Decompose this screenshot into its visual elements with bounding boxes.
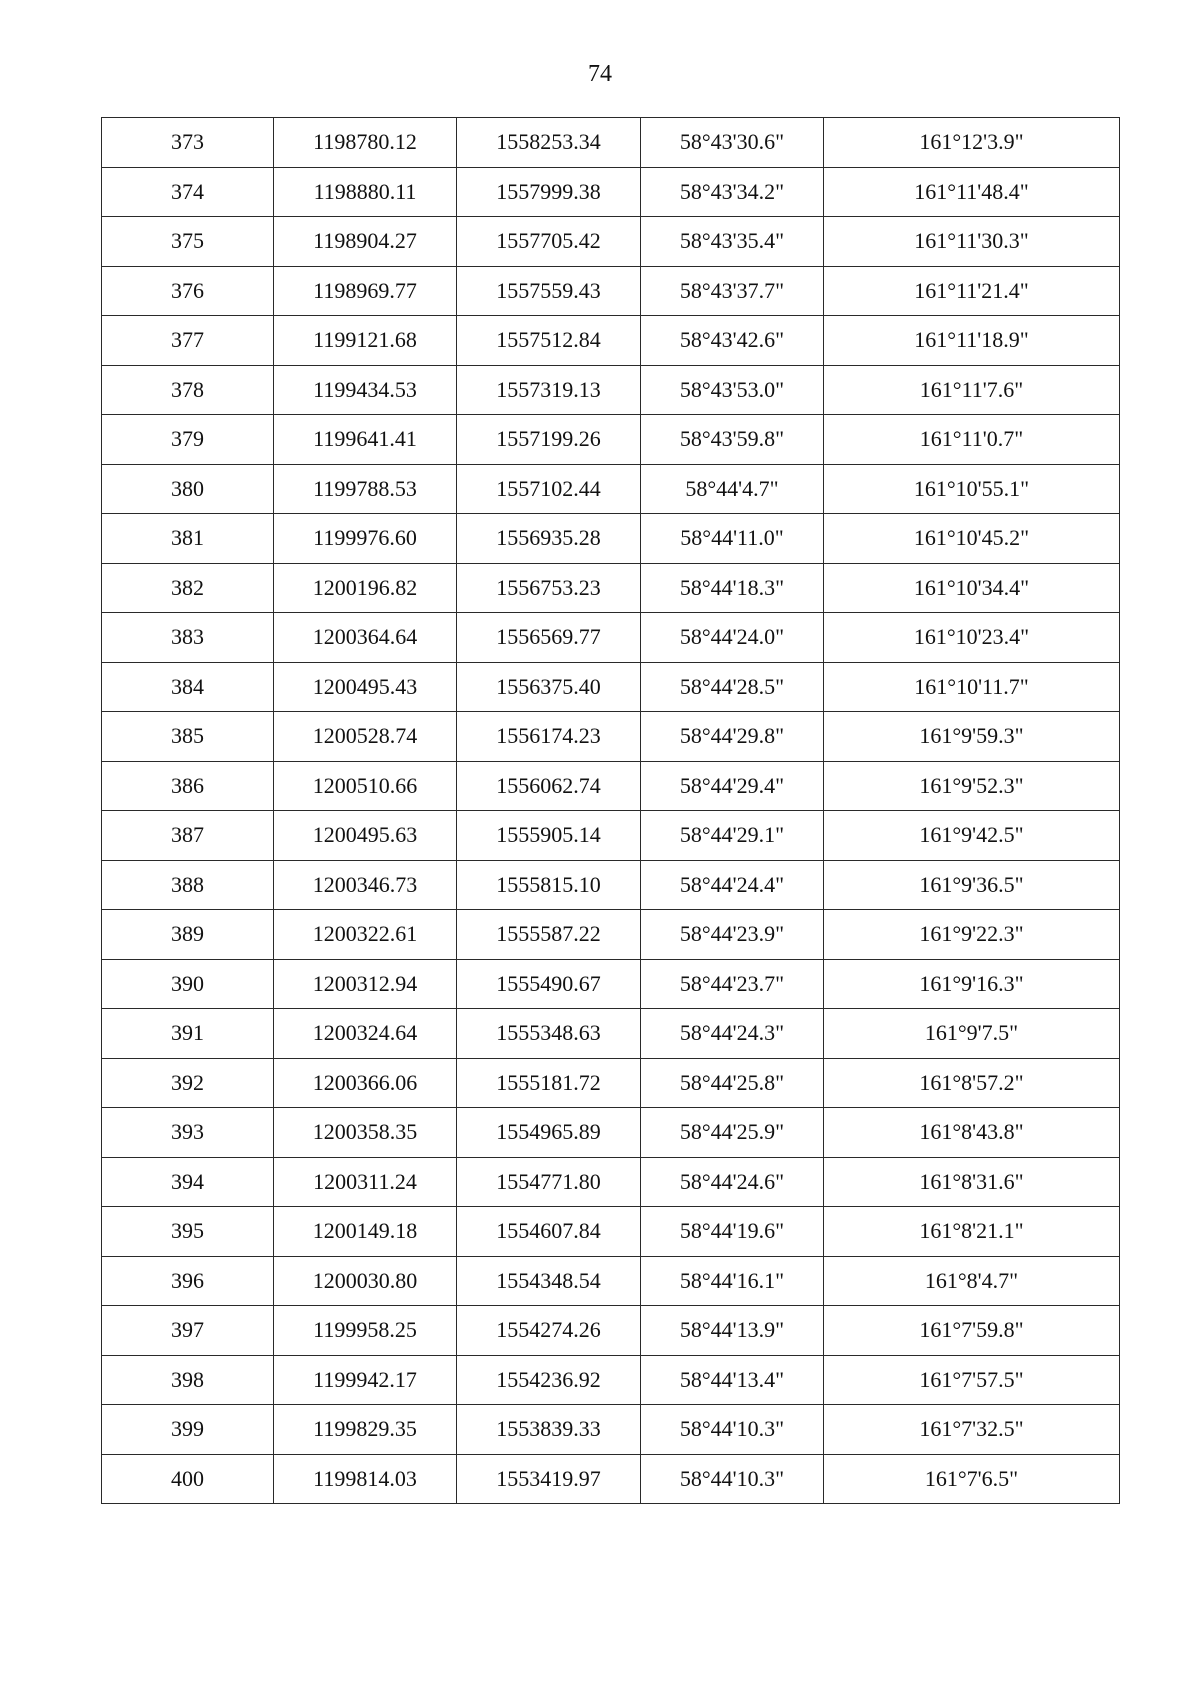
x-coordinate-cell: 1200311.24 [274, 1157, 457, 1207]
x-coordinate-cell: 1200364.64 [274, 613, 457, 663]
point-number-cell: 388 [102, 860, 274, 910]
y-coordinate-cell: 1555490.67 [457, 959, 641, 1009]
longitude-cell: 161°8'21.1" [824, 1207, 1120, 1257]
x-coordinate-cell: 1198969.77 [274, 266, 457, 316]
y-coordinate-cell: 1556753.23 [457, 563, 641, 613]
latitude-cell: 58°44'18.3" [641, 563, 824, 613]
table-row [102, 118, 1120, 168]
y-coordinate-cell: 1554607.84 [457, 1207, 641, 1257]
point-number-cell: 376 [102, 266, 274, 316]
y-coordinate-cell: 1553839.33 [457, 1405, 641, 1455]
point-number-cell: 394 [102, 1157, 274, 1207]
point-number-cell: 373 [102, 118, 274, 168]
point-number-cell: 375 [102, 217, 274, 267]
table-row [102, 1157, 1120, 1207]
latitude-cell: 58°44'10.3" [641, 1454, 824, 1504]
point-number-cell: 384 [102, 662, 274, 712]
point-number-cell: 382 [102, 563, 274, 613]
table-row [102, 712, 1120, 762]
y-coordinate-cell: 1555815.10 [457, 860, 641, 910]
table-row [102, 860, 1120, 910]
x-coordinate-cell: 1199788.53 [274, 464, 457, 514]
point-number-cell: 374 [102, 167, 274, 217]
x-coordinate-cell: 1198780.12 [274, 118, 457, 168]
y-coordinate-cell: 1558253.34 [457, 118, 641, 168]
longitude-cell: 161°8'57.2" [824, 1058, 1120, 1108]
latitude-cell: 58°44'13.4" [641, 1355, 824, 1405]
latitude-cell: 58°44'23.7" [641, 959, 824, 1009]
y-coordinate-cell: 1554236.92 [457, 1355, 641, 1405]
latitude-cell: 58°44'29.4" [641, 761, 824, 811]
table-row [102, 959, 1120, 1009]
latitude-cell: 58°44'4.7" [641, 464, 824, 514]
longitude-cell: 161°7'57.5" [824, 1355, 1120, 1405]
latitude-cell: 58°44'25.8" [641, 1058, 824, 1108]
longitude-cell: 161°10'34.4" [824, 563, 1120, 613]
longitude-cell: 161°11'0.7" [824, 415, 1120, 465]
longitude-cell: 161°9'16.3" [824, 959, 1120, 1009]
point-number-cell: 392 [102, 1058, 274, 1108]
page-number: 74 [588, 61, 612, 87]
y-coordinate-cell: 1557559.43 [457, 266, 641, 316]
table-row [102, 1207, 1120, 1257]
x-coordinate-cell: 1198904.27 [274, 217, 457, 267]
longitude-cell: 161°9'22.3" [824, 910, 1120, 960]
table-row [102, 1306, 1120, 1356]
table-row [102, 514, 1120, 564]
point-number-cell: 393 [102, 1108, 274, 1158]
x-coordinate-cell: 1200324.64 [274, 1009, 457, 1059]
y-coordinate-cell: 1557319.13 [457, 365, 641, 415]
table-row [102, 1405, 1120, 1455]
table-row [102, 217, 1120, 267]
longitude-cell: 161°9'52.3" [824, 761, 1120, 811]
coordinates-table [101, 117, 1120, 1504]
point-number-cell: 389 [102, 910, 274, 960]
table-row [102, 910, 1120, 960]
y-coordinate-cell: 1557705.42 [457, 217, 641, 267]
longitude-cell: 161°8'43.8" [824, 1108, 1120, 1158]
x-coordinate-cell: 1200030.80 [274, 1256, 457, 1306]
latitude-cell: 58°44'19.6" [641, 1207, 824, 1257]
point-number-cell: 400 [102, 1454, 274, 1504]
table-row [102, 1009, 1120, 1059]
table-row [102, 266, 1120, 316]
latitude-cell: 58°44'24.3" [641, 1009, 824, 1059]
longitude-cell: 161°9'59.3" [824, 712, 1120, 762]
x-coordinate-cell: 1200358.35 [274, 1108, 457, 1158]
x-coordinate-cell: 1199829.35 [274, 1405, 457, 1455]
latitude-cell: 58°44'29.1" [641, 811, 824, 861]
point-number-cell: 387 [102, 811, 274, 861]
point-number-cell: 391 [102, 1009, 274, 1059]
x-coordinate-cell: 1200196.82 [274, 563, 457, 613]
x-coordinate-cell: 1199976.60 [274, 514, 457, 564]
point-number-cell: 380 [102, 464, 274, 514]
table-row [102, 761, 1120, 811]
table-row [102, 1108, 1120, 1158]
latitude-cell: 58°44'24.4" [641, 860, 824, 910]
y-coordinate-cell: 1557512.84 [457, 316, 641, 366]
y-coordinate-cell: 1555181.72 [457, 1058, 641, 1108]
point-number-cell: 377 [102, 316, 274, 366]
longitude-cell: 161°8'31.6" [824, 1157, 1120, 1207]
latitude-cell: 58°43'59.8" [641, 415, 824, 465]
x-coordinate-cell: 1200366.06 [274, 1058, 457, 1108]
x-coordinate-cell: 1199434.53 [274, 365, 457, 415]
latitude-cell: 58°43'34.2" [641, 167, 824, 217]
longitude-cell: 161°10'11.7" [824, 662, 1120, 712]
latitude-cell: 58°44'24.0" [641, 613, 824, 663]
table-row [102, 1058, 1120, 1108]
y-coordinate-cell: 1555348.63 [457, 1009, 641, 1059]
table-row [102, 415, 1120, 465]
table-row [102, 563, 1120, 613]
latitude-cell: 58°43'35.4" [641, 217, 824, 267]
point-number-cell: 386 [102, 761, 274, 811]
longitude-cell: 161°9'36.5" [824, 860, 1120, 910]
latitude-cell: 58°43'42.6" [641, 316, 824, 366]
y-coordinate-cell: 1555905.14 [457, 811, 641, 861]
x-coordinate-cell: 1199641.41 [274, 415, 457, 465]
x-coordinate-cell: 1200495.63 [274, 811, 457, 861]
point-number-cell: 379 [102, 415, 274, 465]
latitude-cell: 58°44'16.1" [641, 1256, 824, 1306]
point-number-cell: 378 [102, 365, 274, 415]
point-number-cell: 395 [102, 1207, 274, 1257]
y-coordinate-cell: 1554274.26 [457, 1306, 641, 1356]
table-row [102, 613, 1120, 663]
x-coordinate-cell: 1200149.18 [274, 1207, 457, 1257]
table-row [102, 1454, 1120, 1504]
point-number-cell: 399 [102, 1405, 274, 1455]
latitude-cell: 58°44'25.9" [641, 1108, 824, 1158]
table-row [102, 464, 1120, 514]
y-coordinate-cell: 1554771.80 [457, 1157, 641, 1207]
longitude-cell: 161°9'42.5" [824, 811, 1120, 861]
latitude-cell: 58°43'53.0" [641, 365, 824, 415]
longitude-cell: 161°11'48.4" [824, 167, 1120, 217]
latitude-cell: 58°44'24.6" [641, 1157, 824, 1207]
longitude-cell: 161°11'21.4" [824, 266, 1120, 316]
x-coordinate-cell: 1199958.25 [274, 1306, 457, 1356]
x-coordinate-cell: 1198880.11 [274, 167, 457, 217]
table-row [102, 365, 1120, 415]
x-coordinate-cell: 1200322.61 [274, 910, 457, 960]
table-row [102, 662, 1120, 712]
longitude-cell: 161°7'32.5" [824, 1405, 1120, 1455]
point-number-cell: 398 [102, 1355, 274, 1405]
x-coordinate-cell: 1199942.17 [274, 1355, 457, 1405]
y-coordinate-cell: 1557199.26 [457, 415, 641, 465]
x-coordinate-cell: 1200528.74 [274, 712, 457, 762]
x-coordinate-cell: 1200495.43 [274, 662, 457, 712]
longitude-cell: 161°9'7.5" [824, 1009, 1120, 1059]
latitude-cell: 58°44'28.5" [641, 662, 824, 712]
y-coordinate-cell: 1553419.97 [457, 1454, 641, 1504]
latitude-cell: 58°44'23.9" [641, 910, 824, 960]
y-coordinate-cell: 1554965.89 [457, 1108, 641, 1158]
table-row [102, 167, 1120, 217]
table-row [102, 316, 1120, 366]
longitude-cell: 161°10'45.2" [824, 514, 1120, 564]
longitude-cell: 161°8'4.7" [824, 1256, 1120, 1306]
longitude-cell: 161°12'3.9" [824, 118, 1120, 168]
x-coordinate-cell: 1199121.68 [274, 316, 457, 366]
y-coordinate-cell: 1556375.40 [457, 662, 641, 712]
latitude-cell: 58°44'11.0" [641, 514, 824, 564]
point-number-cell: 381 [102, 514, 274, 564]
latitude-cell: 58°43'37.7" [641, 266, 824, 316]
longitude-cell: 161°10'55.1" [824, 464, 1120, 514]
y-coordinate-cell: 1556935.28 [457, 514, 641, 564]
x-coordinate-cell: 1200510.66 [274, 761, 457, 811]
x-coordinate-cell: 1199814.03 [274, 1454, 457, 1504]
point-number-cell: 390 [102, 959, 274, 1009]
point-number-cell: 397 [102, 1306, 274, 1356]
latitude-cell: 58°44'29.8" [641, 712, 824, 762]
table-row [102, 811, 1120, 861]
point-number-cell: 383 [102, 613, 274, 663]
y-coordinate-cell: 1555587.22 [457, 910, 641, 960]
y-coordinate-cell: 1557999.38 [457, 167, 641, 217]
longitude-cell: 161°10'23.4" [824, 613, 1120, 663]
x-coordinate-cell: 1200346.73 [274, 860, 457, 910]
y-coordinate-cell: 1556569.77 [457, 613, 641, 663]
longitude-cell: 161°7'6.5" [824, 1454, 1120, 1504]
y-coordinate-cell: 1554348.54 [457, 1256, 641, 1306]
point-number-cell: 396 [102, 1256, 274, 1306]
latitude-cell: 58°44'13.9" [641, 1306, 824, 1356]
coordinates-table-body [102, 118, 1120, 1504]
longitude-cell: 161°11'30.3" [824, 217, 1120, 267]
table-row [102, 1256, 1120, 1306]
y-coordinate-cell: 1556062.74 [457, 761, 641, 811]
longitude-cell: 161°7'59.8" [824, 1306, 1120, 1356]
latitude-cell: 58°43'30.6" [641, 118, 824, 168]
y-coordinate-cell: 1557102.44 [457, 464, 641, 514]
table-row [102, 1355, 1120, 1405]
y-coordinate-cell: 1556174.23 [457, 712, 641, 762]
latitude-cell: 58°44'10.3" [641, 1405, 824, 1455]
longitude-cell: 161°11'18.9" [824, 316, 1120, 366]
longitude-cell: 161°11'7.6" [824, 365, 1120, 415]
point-number-cell: 385 [102, 712, 274, 762]
x-coordinate-cell: 1200312.94 [274, 959, 457, 1009]
